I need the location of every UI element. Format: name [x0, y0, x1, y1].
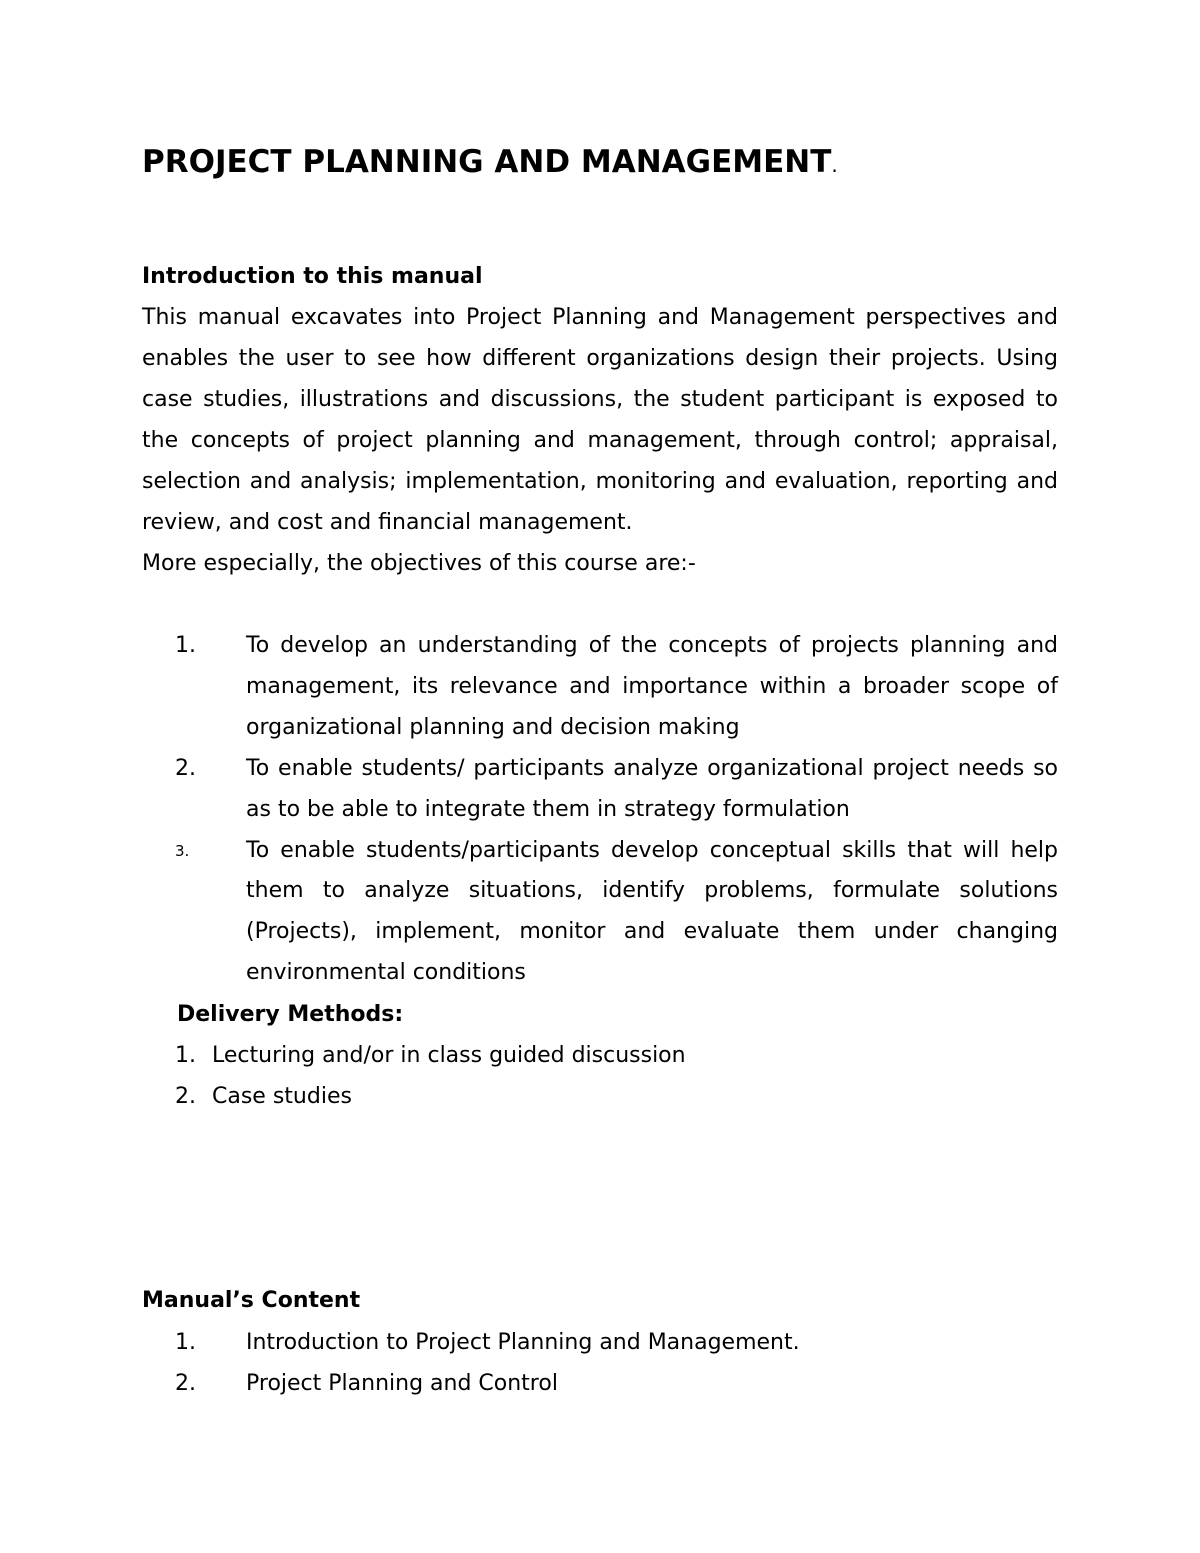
delivery-number: 2. [175, 1084, 196, 1109]
document-title [142, 140, 838, 187]
objectives-list [0, 626, 1200, 994]
objective-item-1 [0, 626, 1200, 749]
objective-number: 2. [175, 755, 196, 781]
delivery-text: Case studies [212, 1084, 352, 1109]
content-item-1 [0, 1323, 1200, 1364]
content-text: Introduction to Project Planning and Management. [246, 1330, 800, 1355]
objective-item-2 [0, 749, 1200, 831]
delivery-heading: Delivery Methods: [177, 1002, 404, 1027]
document-title-dot: . [831, 153, 838, 177]
content-item-2 [0, 1364, 1200, 1405]
objective-text: To enable students/ participants analyze organizational project needs so as to be able to integrate them in strategy formulation [246, 755, 1058, 822]
intro-paragraph: This manual excavates into Project Planning and Management perspectives and enables the user to see how different organizations design their projects. Using case studies, illustrations and discussions, the student participant is exposed to the concepts of project planning and management, through control; appraisal, selection and analysis; implementation, monitoring and evaluation, reporting and review, and cost and financial management. [142, 305, 1058, 535]
objective-text: To enable students/participants develop conceptual skills that will help them to analyze situations, identify problems, formulate solutions (Projects), implement, monitor and evaluate them under changing environmental conditions [246, 837, 1058, 986]
delivery-item-2 [0, 1077, 1200, 1118]
objectives-intro: More especially, the objectives of this course are:- [142, 551, 696, 576]
objective-text: To develop an understanding of the concepts of projects planning and management, its relevance and importance within a broader scope of organizational planning and decision making [246, 633, 1058, 740]
content-heading: Manual’s Content [142, 1288, 361, 1313]
objective-number: 1. [175, 633, 196, 658]
objective-number: 3. [175, 841, 190, 860]
delivery-text: Lecturing and/or in class guided discussion [212, 1043, 686, 1068]
document-title-text: PROJECT PLANNING AND MANAGEMENT [142, 144, 832, 180]
content-number: 2. [175, 1371, 196, 1396]
delivery-methods-list [0, 1036, 1200, 1118]
content-text: Project Planning and Control [246, 1371, 558, 1396]
contents-list [0, 1323, 1200, 1405]
content-number: 1. [175, 1330, 196, 1355]
delivery-item-1 [0, 1036, 1200, 1077]
intro-heading: Introduction to this manual [142, 264, 483, 289]
objective-item-3 [0, 831, 1200, 995]
delivery-number: 1. [175, 1043, 196, 1068]
